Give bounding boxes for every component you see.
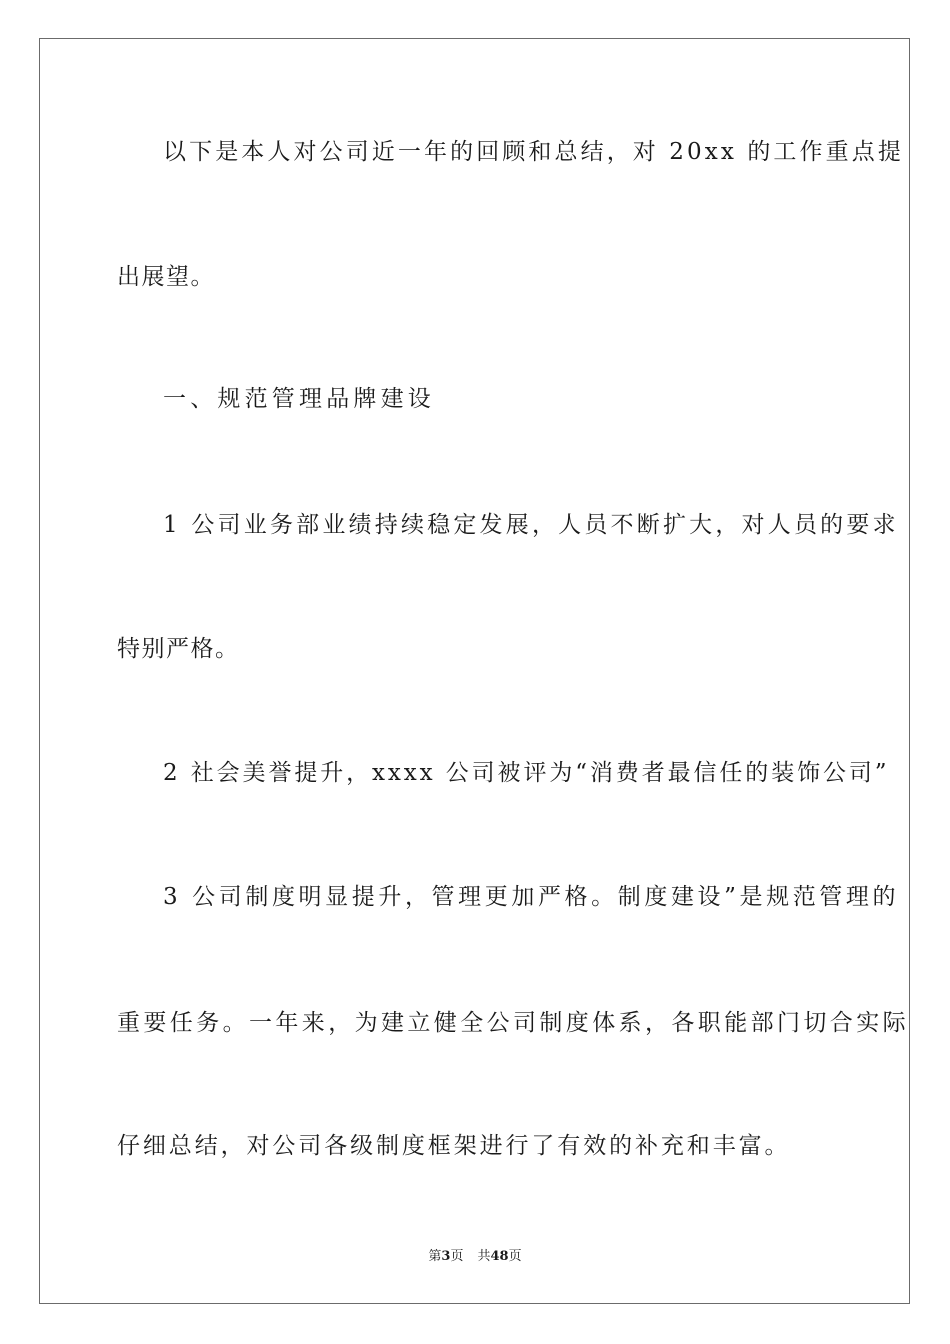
page-suffix: 页	[450, 1249, 464, 1264]
paragraph-line: 特别严格。	[117, 636, 240, 662]
paragraph-line: 1 公司业务部业绩持续稳定发展，人员不断扩大，对人员的要求	[163, 512, 899, 538]
paragraph-line: 3 公司制度明显提升，管理更加严格。制度建设”是规范管理的	[163, 884, 900, 910]
paragraph-line: 以下是本人对公司近一年的回顾和总结，对 20xx 的工作重点提	[163, 139, 904, 165]
paragraph-line: 出展望。	[117, 264, 215, 290]
paragraph-line: 2 社会美誉提升，xxxx 公司被评为“消费者最信任的装饰公司”	[163, 760, 890, 786]
page-border	[39, 38, 910, 1304]
paragraph-line: 仔细总结，对公司各级制度框架进行了有效的补充和丰富。	[117, 1133, 791, 1159]
total-prefix: 共	[477, 1249, 491, 1264]
page-footer	[0, 1248, 950, 1266]
total-pages: 48	[490, 1249, 509, 1264]
section-heading: 一、规范管理品牌建设	[163, 386, 435, 412]
page-number: 3	[441, 1249, 451, 1264]
total-suffix: 页	[508, 1249, 522, 1264]
page-prefix: 第	[428, 1249, 442, 1264]
paragraph-line: 重要任务。一年来，为建立健全公司制度体系，各职能部门切合实际	[117, 1010, 909, 1036]
